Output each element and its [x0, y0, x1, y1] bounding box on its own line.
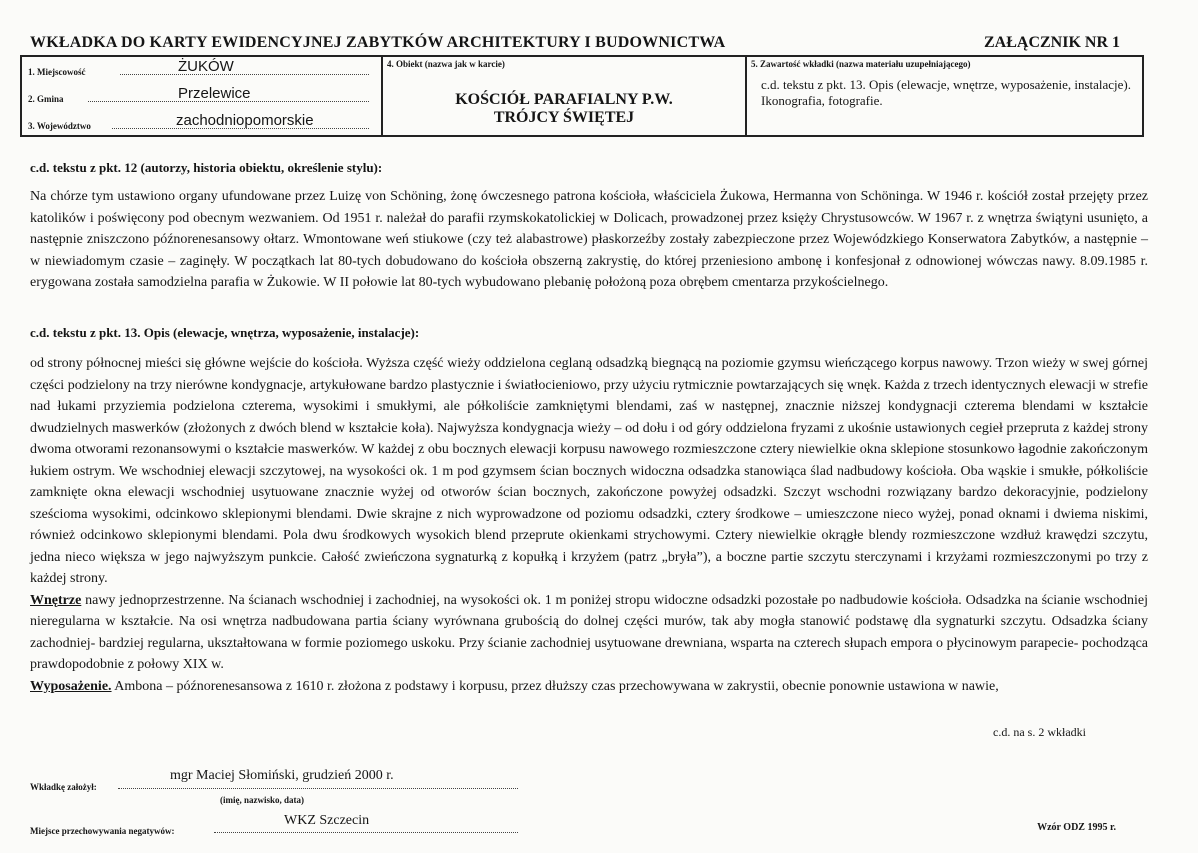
contents-label: 5. Zawartość wkładki (nazwa materiału uzupełniającego) — [751, 59, 971, 69]
header-box — [20, 55, 1144, 137]
annex-number: ZAŁĄCZNIK NR 1 — [983, 34, 1120, 51]
equipment-paragraph — [30, 676, 1148, 698]
object-column — [383, 57, 747, 135]
author-value: mgr Maciej Słomiński, grudzień 2000 r. — [170, 768, 394, 783]
province-field — [28, 111, 369, 133]
town-value: ŻUKÓW — [178, 58, 234, 75]
town-label: 1. Miejscowość — [28, 67, 86, 77]
commune-label: 2. Gmina — [28, 94, 64, 104]
section12-heading: c.d. tekstu z pkt. 12 (autorzy, historia obiektu, określenie stylu): — [30, 160, 383, 175]
location-column — [22, 57, 383, 135]
interior-paragraph — [30, 590, 1148, 676]
section13-heading: c.d. tekstu z pkt. 13. Opis (elewacje, wnętrza, wyposażenie, instalacje): — [30, 325, 420, 340]
continued-note: c.d. na s. 2 wkładki — [993, 725, 1086, 739]
document-title: WKŁADKA DO KARTY EWIDENCYJNEJ ZABYTKÓW ARCHITEKTURY I BUDOWNICTWA — [30, 34, 726, 51]
interior-label: Wnętrze — [30, 592, 82, 608]
contents-column — [747, 57, 1142, 135]
template-note: Wzór ODZ 1995 r. — [1037, 822, 1116, 833]
province-label: 3. Województwo — [28, 121, 91, 131]
author-sublabel: (imię, nazwisko, data) — [220, 795, 304, 805]
equipment-label: Wyposażenie. — [30, 678, 112, 694]
commune-value: Przelewice — [178, 85, 251, 102]
town-field — [28, 57, 369, 79]
province-value: zachodniopomorskie — [176, 112, 314, 129]
section13-text: od strony północnej mieści się główne wejście do kościoła. Wyższa część wieży oddzielona ceglaną odsadzką biegnącą na poziomie gzymsu wieńczącego korpus nawowy. Trzon wieży w swej górnej części podzielony na trzy nierówne kondygnacje, artykułowane bardzo plastycznie i światłocieniowo, przy użyciu rytmicznie powtarzających się wnęk. Każda z trzech identycznych elewacji w strefie nad łukami przyziemia podzielona czterema, wysokimi i smukłymi, ale półkoliście zamkniętymi blendami, zaś w następnej, znacznie niższej kondygnacji czterema blendami w kształcie dwudzielnych maswerków (złożonych z dwóch blend w kształcie koła). Najwyższa kondygnacja wieży – od dołu i od góry oddzielona fryzami z ukośnie ustawionych cegieł przeprutа z każdej strony dwoma otworami rezonansowymi o kształcie maswerków. W każdej z obu bocznych elewacji korpusu nawowego rozmieszczone cztery niewielkie okna sklepione stosunkowo łagodnie zakończonym łukiem ostrym. We wschodniej elewacji szczytowej, na wysokości ok. 1 m pod gzymsem ścian bocznych widoczna odsadzka stanowiąca ślad nadbudowy kościoła. Oba wąskie i smukłe, półkoliście zamknięte okna elewacji wschodniej usytuowane znacznie wyżej od otworów ścian bocznych, zakończone powyżej odsadzki. Szczyt wschodni rozwiązany bardzo dekoracyjnie, podzielony sześcioma wysokimi, odcinkowo sklepionymi blendami. Dwie skrajne z nich wyprowadzone od poziomu odsadzki, cztery środkowe – umieszczone nieco wyżej, ponad oknami i dwiema niskimi, również odcinkowo sklepionymi blendami. Pola dwu środkowych wysokich blend przeprute okienkami strychowymi. Cztery niewielkie okrągłe blendy rozmieszczone wzdłuż krawędzi szczytu, jedna nieco większa w jego najwyższym punkcie. Całość zwieńczona sygnaturką z kopułką i krzyżem (patrz „bryła”), a boczne partie szczytu sterczynami i krzyżami rozmieszczonymi po trzy z każdej strony. — [30, 356, 1148, 586]
storage-value: WKZ Szczecin — [284, 813, 370, 828]
object-label: 4. Obiekt (nazwa jak w karcie) — [387, 59, 505, 69]
equipment-text: Ambona – późnorenesansowa z 1610 r. złożona z podstawy i korpusu, przez dłuższy czas przechowywana w zakrystii, obecnie ponownie ustawiona w nawie, — [114, 678, 999, 694]
section13-body — [30, 353, 1148, 697]
commune-field — [28, 84, 369, 106]
author-label: Wkładkę założył: — [30, 782, 97, 792]
section12-text: Na chórze tym ustawiono organy ufundowane przez Luizę von Schöning, żonę ówczesnego patrona kościoła, właściciela Żukowa, Hermanna von Schöninga. W 1946 r. kościół został przejęty przez katolików i poświęcony pod obecnym wezwaniem. Od 1951 r. należał do parafii rzymskokatolickiej w Dolicach, prowadzonej przez księży Chrystusowców. W 1967 r. z wnętrza świątyni usunięto, a następnie zniszczono późnorenesansowy ołtarz. Wmontowane weń stiukowe (czy też alabastrowe) płaskorzeźby zostały zabezpieczone przez Wojewódzkiego Konserwatora Zabytków, a następnie – w niewiadomym czasie – zaginęły. W początkach lat 80-tych dobudowano do kościoła obszerną zakrystię, do której przeniesiono ambonę i konfesjonał z odnowionej wówczas nawy. 8.09.1985 r. erygowana została samodzielna parafia w Żukowie. W II połowie lat 80-tych wybudowano plebanię położoną poza obrębem cmentarza przykościelnego. — [30, 189, 1148, 290]
object-name: KOŚCIÓŁ PARAFIALNY P.W. TRÓJCY ŚWIĘTEJ — [455, 91, 673, 126]
interior-text: nawy jednoprzestrzenne. Na ścianach wschodniej i zachodniej, na wysokości ok. 1 m poniżej stropu widoczne odsadzki pozostałe po nadbudowie kościoła. Odsadzka na ścianie wschodniej nieregularna w kształcie. Na osi wnętrza nadbudowana partia ściany wyrównana grubością do dolnej części murów, tak aby mogła stanowić podstawę dla sygnaturki szczytu. Odsadzka ściany zachodniej- bardziej regularna, ukształtowana w formie poziomego uskoku. Przy ścianie zachodniej usytuowane drewniana, wsparta na czterech słupach empora o płycinowym parapecie- pochodząca prawdopodobnie z połowy XIX w. — [30, 592, 1149, 672]
storage-label: Miejsce przechowywania negatywów: — [30, 826, 175, 836]
contents-value: c.d. tekstu z pkt. 13. Opis (elewacje, wnętrze, wyposażenie, instalacje). Ikonografia, fotografie. — [761, 77, 1131, 108]
